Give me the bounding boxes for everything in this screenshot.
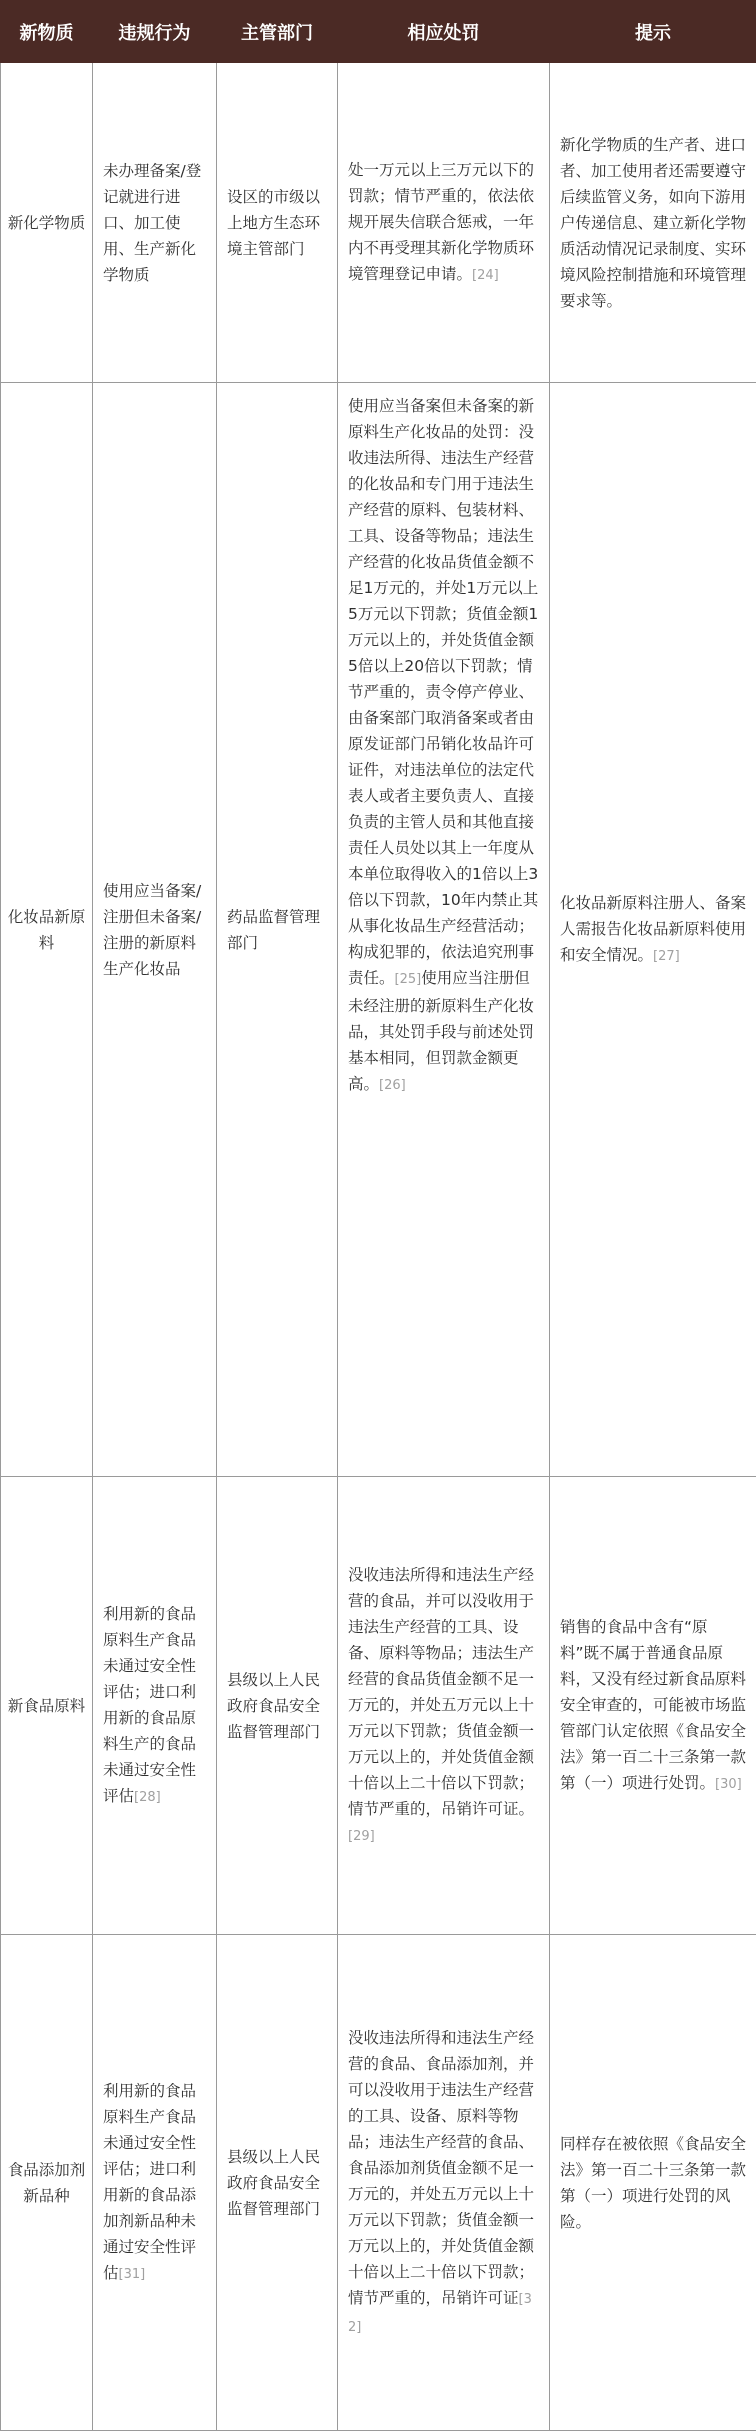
penalty-text: 没收违法所得和违法生产经营的食品，并可以没收用于违法生产经营的工具、设备、原料等物品；违法生产经营的食品货值金额不足一万元的，并处五万元以上十万元以下罚款；货值金额一万元以上的，并处货值金额十倍以上二十倍以下罚款；情节严重的，吊销许可证。 bbox=[348, 1566, 534, 1818]
table-row bbox=[1, 1935, 756, 2431]
material-text: 新化学物质 bbox=[8, 214, 86, 232]
penalty-extra-text: 使用应当注册但未经注册的新原料生产化妆品，其处罚手段与前述处罚基本相同，但罚款金额更高。 bbox=[348, 969, 534, 1093]
penalty-text: 没收违法所得和违法生产经营的食品、食品添加剂，并可以没收用于违法生产经营的工具、设备、原料等物品；违法生产经营的食品、食品添加剂货值金额不足一万元的，并处五万元以上十万元以下罚款；货值金额一万元以上的，并处货值金额十倍以上二十倍以下罚款；情节严重的，吊销许可证 bbox=[348, 2029, 534, 2307]
penalty-cell bbox=[338, 1935, 550, 2431]
violation-cell bbox=[93, 63, 217, 383]
material-text: 新食品原料 bbox=[8, 1697, 86, 1715]
penalty-cell bbox=[338, 1477, 550, 1935]
tip-cell bbox=[550, 1935, 756, 2431]
header-tip: 提示 bbox=[550, 1, 756, 63]
violation-ref: [28] bbox=[134, 1790, 161, 1805]
penalty-ref: [32] bbox=[348, 2292, 532, 2335]
violation-ref: [31] bbox=[119, 2267, 146, 2282]
material-cell bbox=[1, 63, 93, 383]
tip-cell bbox=[550, 1477, 756, 1935]
tip-text: 销售的食品中含有“原料”既不属于普通食品原料，又没有经过新食品原料安全审查的，可能被市场监管部门认定依照《食品安全法》第一百二十三条第一款第（一）项进行处罚。 bbox=[560, 1618, 746, 1792]
material-cell bbox=[1, 1477, 93, 1935]
authority-cell bbox=[217, 63, 338, 383]
authority-text: 县级以上人民政府食品安全监督管理部门 bbox=[227, 2148, 320, 2218]
material-cell bbox=[1, 383, 93, 1477]
tip-text: 新化学物质的生产者、进口者、加工使用者还需要遵守后续监管义务，如向下游用户传递信息、建立新化学物质活动情况记录制度、实环境风险控制措施和环境管理要求等。 bbox=[560, 136, 746, 310]
penalty-text: 使用应当备案但未备案的新原料生产化妆品的处罚：没收违法所得、违法生产经营的化妆品和专门用于违法生产经营的原料、包装材料、工具、设备等物品；违法生产经营的化妆品货值金额不足1万元的，并处1万元以上5万元以下罚款；货值金额1万元以上的，并处货值金额5倍以上20倍以下罚款；情节严重的，责令停产停业、由备案部门取消备案或者由原发证部门吊销化妆品许可证件，对违法单位的法定代表人或者主要负责人、直接负责的主管人员和其他直接责任人员处以其上一年度从本单位取得收入的1倍以上3倍以下罚款，10年内禁止其从事化妆品生产经营活动；构成犯罪的，依法追究刑事责任。 bbox=[348, 397, 538, 987]
header-authority: 主管部门 bbox=[217, 1, 338, 63]
authority-cell bbox=[217, 1477, 338, 1935]
material-text: 化妆品新原料 bbox=[8, 908, 86, 952]
tip-ref: [30] bbox=[715, 1777, 742, 1792]
violation-cell bbox=[93, 383, 217, 1477]
violation-text: 利用新的食品原料生产食品未通过安全性评估；进口利用新的食品原料生产的食品未通过安全性评估 bbox=[103, 1605, 196, 1805]
table-header bbox=[1, 1, 756, 63]
penalty-cell bbox=[338, 383, 550, 1477]
authority-text: 设区的市级以上地方生态环境主管部门 bbox=[227, 188, 320, 258]
penalty-extra-ref: [26] bbox=[379, 1078, 406, 1093]
header-material: 新物质 bbox=[1, 1, 93, 63]
table-row bbox=[1, 1477, 756, 1935]
violation-cell bbox=[93, 1935, 217, 2431]
authority-text: 县级以上人民政府食品安全监督管理部门 bbox=[227, 1671, 320, 1741]
header-penalty: 相应处罚 bbox=[338, 1, 550, 63]
table-row bbox=[1, 383, 756, 1477]
tip-text: 同样存在被依照《食品安全法》第一百二十三条第一款第（一）项进行处罚的风险。 bbox=[560, 2135, 746, 2231]
violation-cell bbox=[93, 1477, 217, 1935]
material-text: 食品添加剂新品种 bbox=[8, 2161, 86, 2205]
violation-text: 未办理备案/登记就进行进口、加工使用、生产新化学物质 bbox=[103, 162, 201, 284]
penalty-cell bbox=[338, 63, 550, 383]
tip-text: 化妆品新原料注册人、备案人需报告化妆品新原料使用和安全情况。 bbox=[560, 894, 746, 964]
material-cell bbox=[1, 1935, 93, 2431]
penalty-text: 处一万元以上三万元以下的罚款；情节严重的，依法依规开展失信联合惩戒，一年内不再受理其新化学物质环境管理登记申请。 bbox=[348, 161, 534, 283]
authority-cell bbox=[217, 1935, 338, 2431]
header-violation: 违规行为 bbox=[93, 1, 217, 63]
tip-cell bbox=[550, 383, 756, 1477]
violation-text: 使用应当备案/注册但未备案/注册的新原料生产化妆品 bbox=[103, 882, 201, 978]
penalty-ref: [29] bbox=[348, 1829, 375, 1844]
authority-cell bbox=[217, 383, 338, 1477]
tip-ref: [27] bbox=[653, 949, 680, 964]
authority-text: 药品监督管理部门 bbox=[227, 908, 320, 952]
penalty-ref: [25] bbox=[395, 972, 422, 987]
table-row bbox=[1, 63, 756, 383]
violation-text: 利用新的食品原料生产食品未通过安全性评估；进口利用新的食品添加剂新品种未通过安全性评估 bbox=[103, 2082, 196, 2282]
penalty-ref: [24] bbox=[472, 268, 499, 283]
tip-cell bbox=[550, 63, 756, 383]
